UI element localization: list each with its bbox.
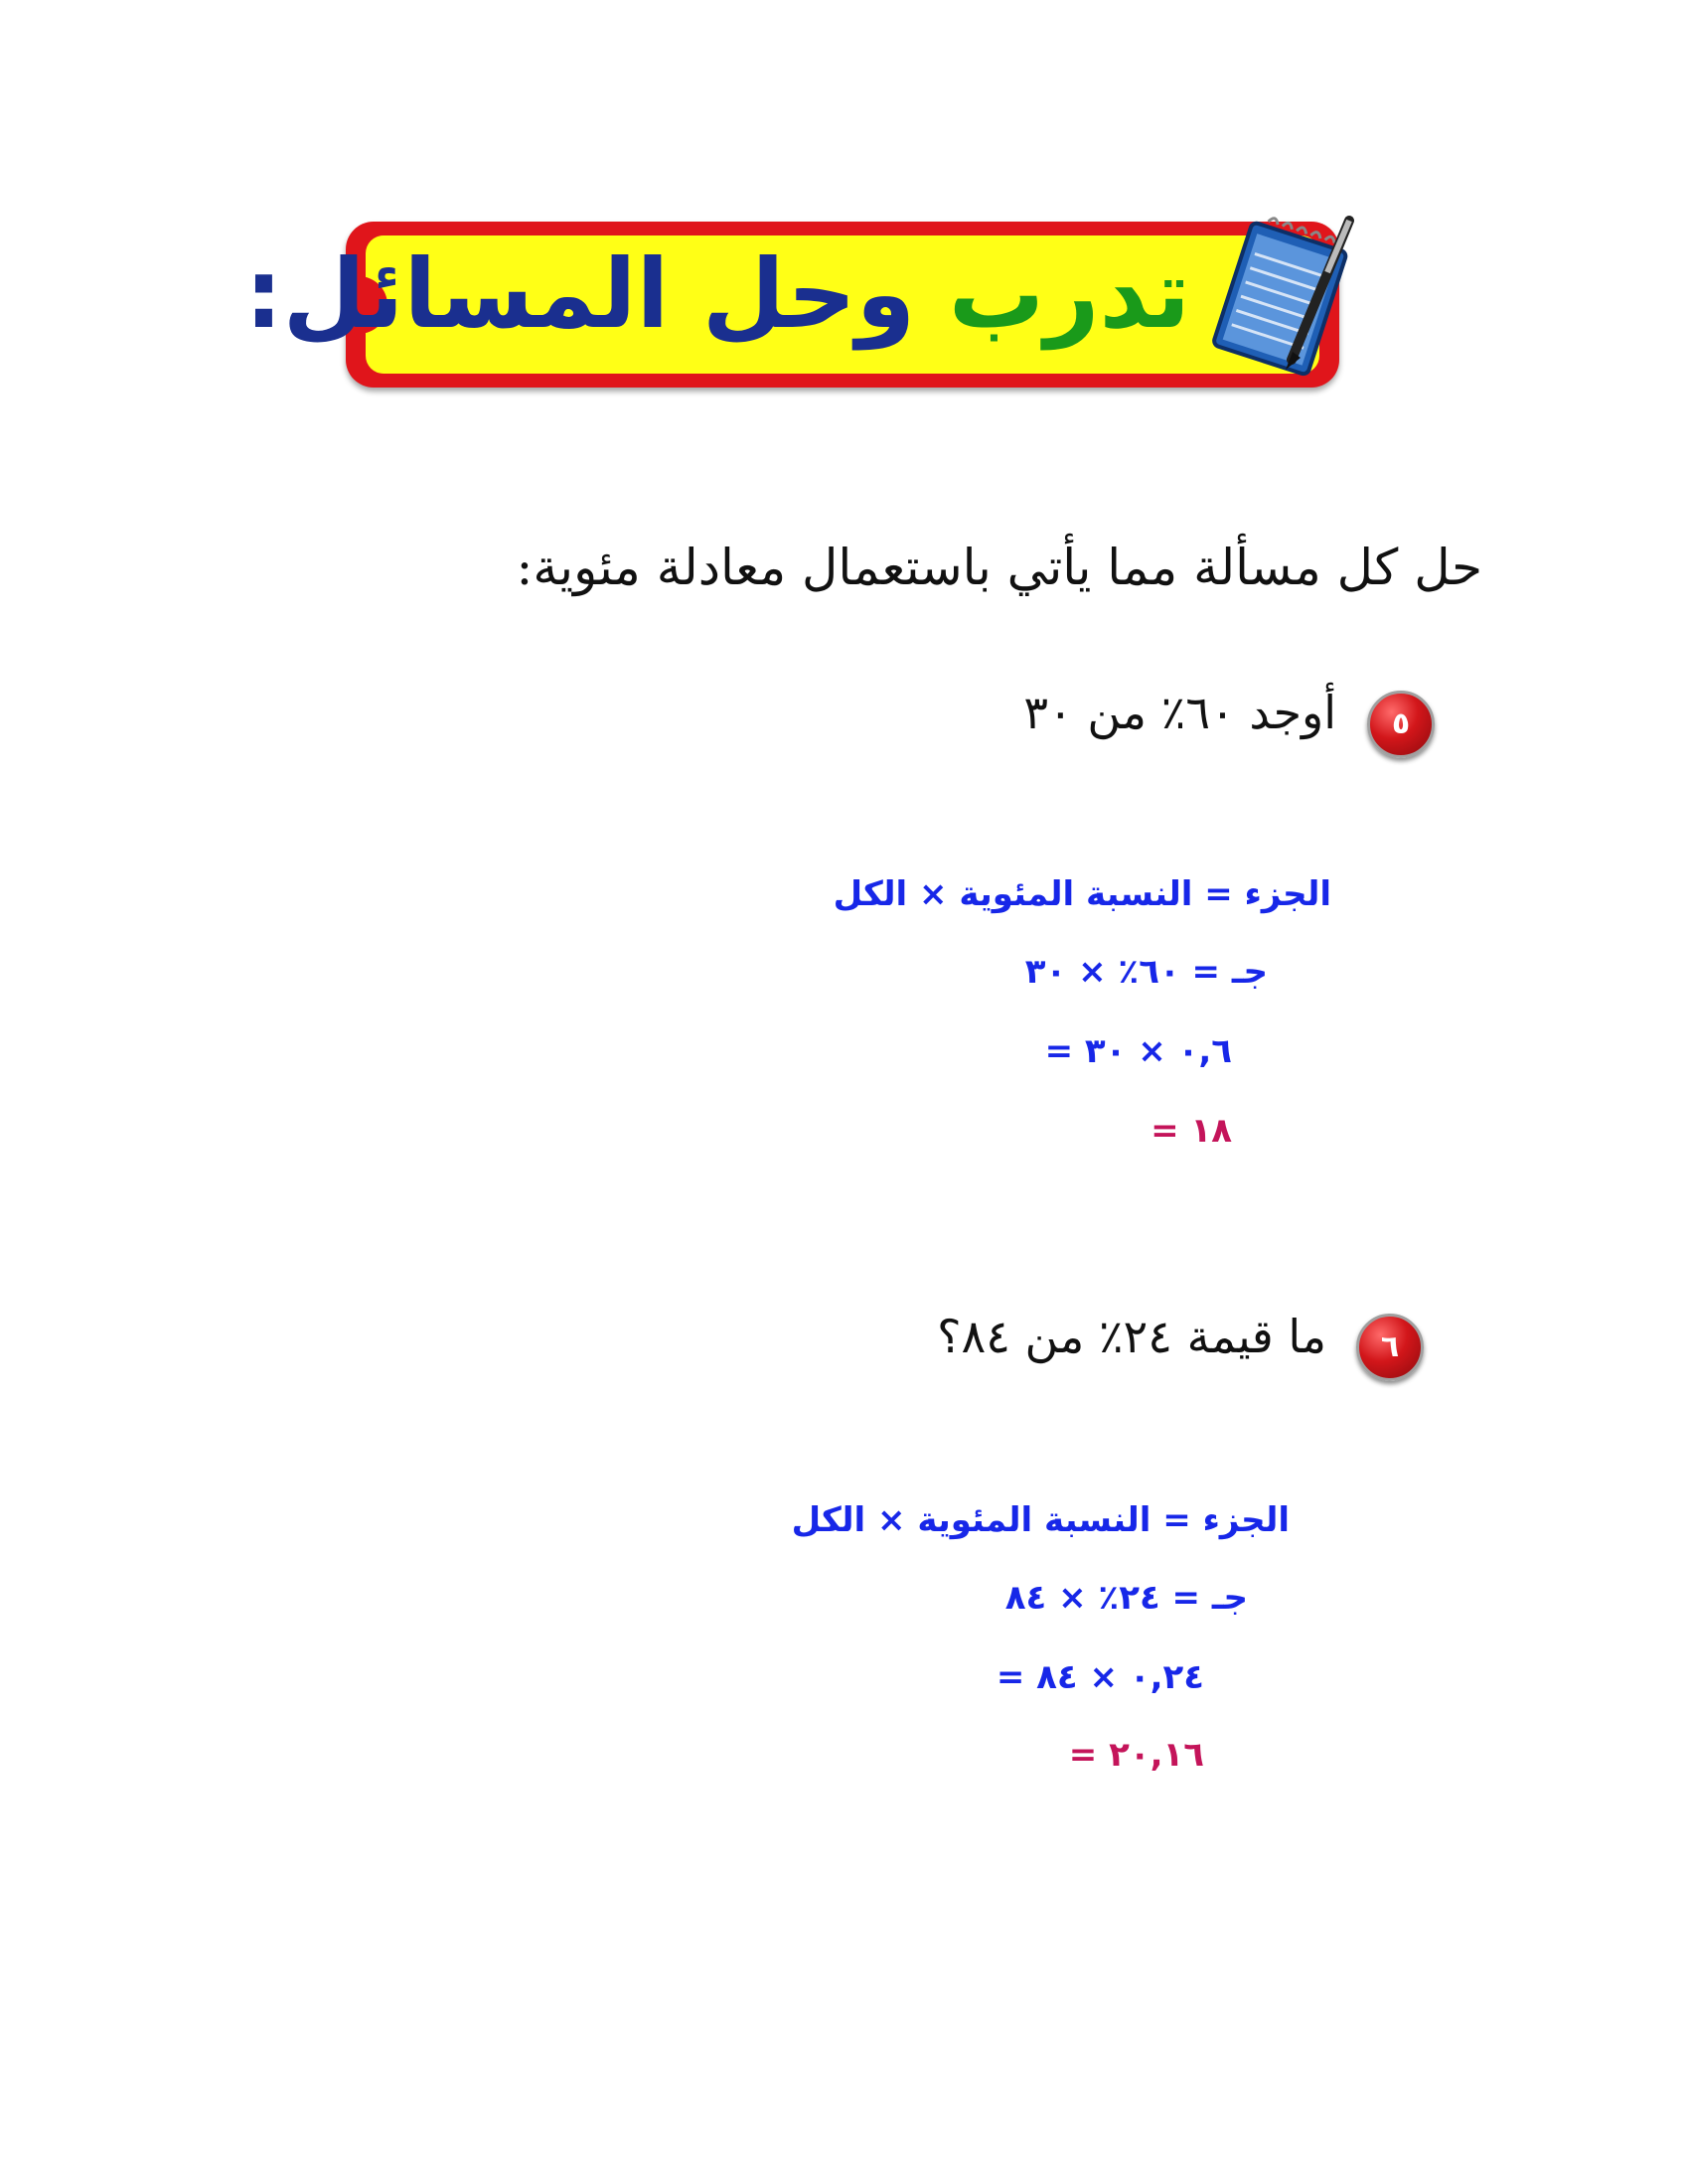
solution-step: = ٠,٢٤ × ٨٤ [996, 1657, 1204, 1697]
problem-number-badge: ٥ [1367, 691, 1435, 758]
problem-question: أوجد ٦٠٪ من ٣٠ [1023, 686, 1336, 739]
problem-number-badge: ٦ [1356, 1314, 1424, 1381]
solution-step: جـ = ٦٠٪ × ٣٠ [1024, 952, 1268, 992]
page-title [244, 230, 1190, 359]
problem-question: ما قيمة ٢٤٪ من ٨٤؟ [937, 1310, 1326, 1363]
title-word-practice: تدرب [948, 238, 1190, 350]
solution-step: جـ = ٢٤٪ × ٨٤ [1004, 1578, 1248, 1618]
title-word-solve: وحل المسائل: [244, 238, 916, 350]
notepad-pen-icon [1200, 211, 1369, 390]
solution-result: = ٢٠,١٦ [1068, 1735, 1204, 1775]
solution-formula: الجزء = النسبة المئوية × الكل [791, 1500, 1290, 1540]
header-banner [244, 222, 1339, 388]
solution-result: = ١٨ [1151, 1111, 1232, 1151]
instructions-text: حل كل مسألة مما يأتي باستعمال معادلة مئوية: [516, 539, 1482, 596]
solution-step: = ٠,٦ × ٣٠ [1044, 1031, 1232, 1071]
solution-formula: الجزء = النسبة المئوية × الكل [833, 874, 1331, 914]
